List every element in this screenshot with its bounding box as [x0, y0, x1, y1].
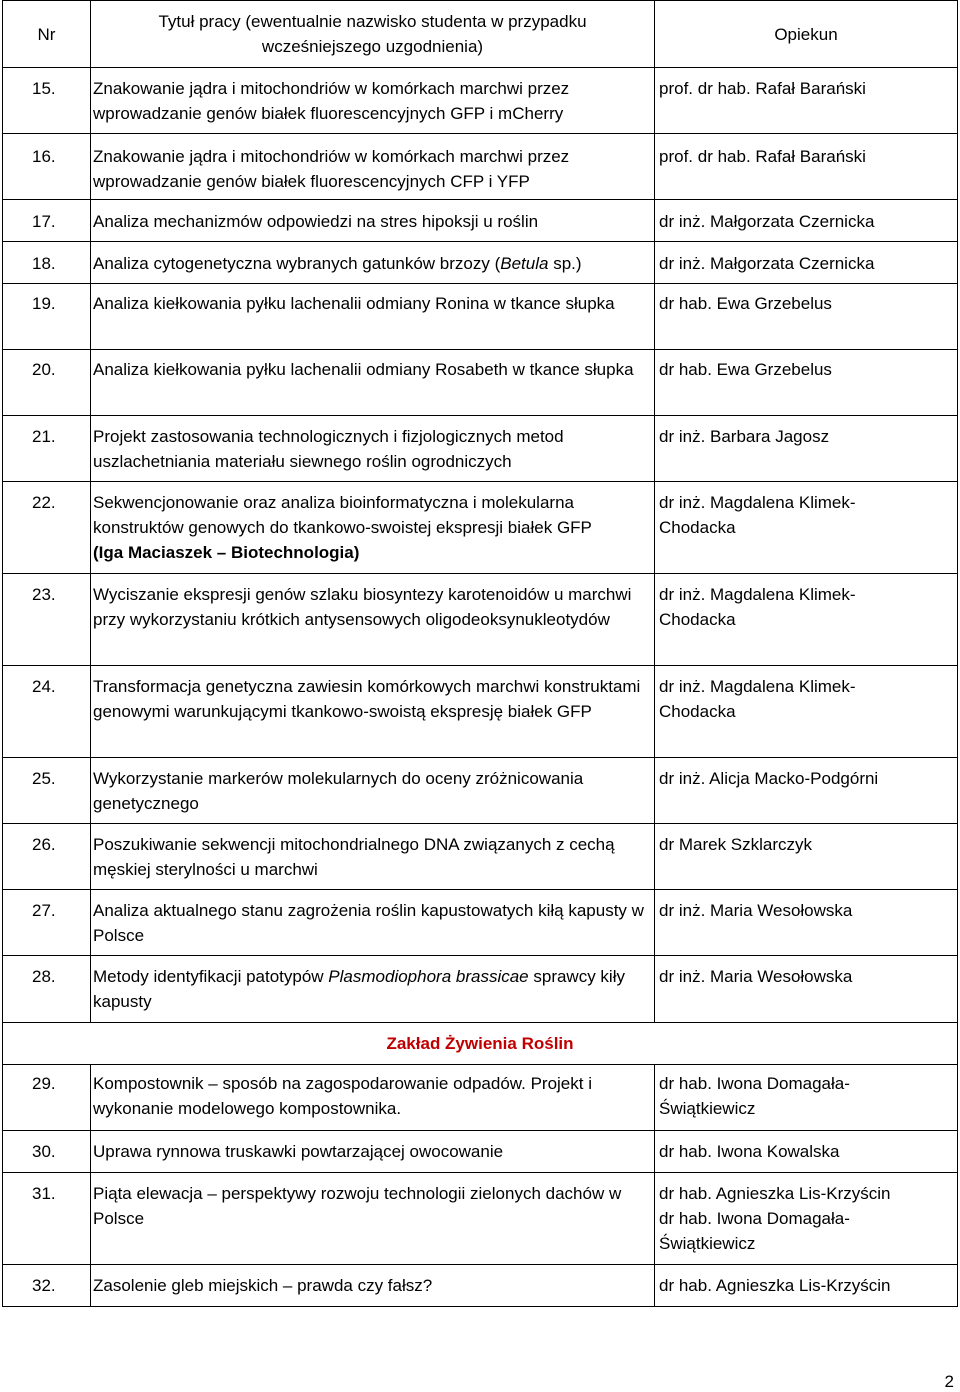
species-name: Betula [500, 254, 549, 273]
row-title: Znakowanie jądra i mitochondriów w komórkach marchwi przez wprowadzanie genów białek fluorescencyjnych CFP i YFP [93, 147, 570, 191]
table-row [3, 956, 958, 1023]
table-row [3, 134, 958, 200]
row-supervisor: dr inż. Alicja Macko-Podgórni [659, 769, 879, 788]
row-nr: 22. [32, 493, 56, 512]
row-nr: 20. [32, 360, 56, 379]
row-supervisor: dr hab. Iwona Domagała- Świątkiewicz [659, 1074, 850, 1118]
row-supervisor: dr hab. Ewa Grzebelus [659, 294, 832, 313]
row-supervisor: dr inż. Małgorzata Czernicka [659, 212, 875, 231]
table-row [3, 824, 958, 890]
row-supervisor: dr inż. Barbara Jagosz [659, 427, 830, 446]
section-title: Zakład Żywienia Roślin [386, 1034, 574, 1053]
table-row [3, 1065, 958, 1131]
row-supervisor: dr inż. Małgorzata Czernicka [659, 254, 875, 273]
row-title: Projekt zastosowania technologicznych i fizjologicznych metod uszlachetniania materiału siewnego roślin ogrodniczych [93, 427, 564, 471]
row-title: Metody identyfikacji patotypów Plasmodiophora brassicae sprawcy kiły kapusty [93, 967, 625, 1011]
row-nr: 25. [32, 769, 56, 788]
table-row [3, 666, 958, 758]
row-nr: 18. [32, 254, 56, 273]
row-nr: 15. [32, 79, 56, 98]
row-nr: 19. [32, 294, 56, 313]
row-nr: 21. [32, 427, 56, 446]
row-supervisor: prof. dr hab. Rafał Barański [659, 79, 866, 98]
header-nr: Nr [3, 1, 91, 68]
thesis-topics-table [2, 0, 958, 1307]
row-nr: 27. [32, 901, 56, 920]
row-title: Kompostownik – sposób na zagospodarowanie odpadów. Projekt i wykonanie modelowego kompostownika. [93, 1074, 592, 1118]
row-nr: 28. [32, 967, 56, 986]
table-row [3, 200, 958, 242]
species-name: Plasmodiophora brassicae [328, 967, 529, 986]
row-title: Transformacja genetyczna zawiesin komórkowych marchwi konstruktami genowymi warunkującymi tkankowo-swoistą ekspresję białek GFP [93, 677, 641, 721]
table-row [3, 350, 958, 416]
header-title-line1: Tytuł pracy (ewentualnie nazwisko studenta w przypadku [158, 12, 587, 31]
row-supervisor: prof. dr hab. Rafał Barański [659, 147, 866, 166]
student-author: (Iga Maciaszek – Biotechnologia) [93, 543, 360, 562]
section-row [3, 1023, 958, 1065]
table-row [3, 416, 958, 482]
row-supervisor: dr inż. Magdalena Klimek- Chodacka [659, 493, 856, 537]
table-row [3, 890, 958, 956]
row-title: Sekwencjonowanie oraz analiza bioinformatyczna i molekularna konstruktów genowych do tkankowo-swoistej ekspresji białek GFP (Iga Maciaszek – Biotechnologia) [91, 482, 654, 570]
row-title: Analiza cytogenetyczna wybranych gatunków brzozy (Betula sp.) [93, 254, 582, 273]
row-nr: 16. [32, 147, 56, 166]
header-supervisor: Opiekun [655, 1, 958, 68]
table-row [3, 68, 958, 134]
table-row [3, 1265, 958, 1307]
row-supervisor: dr Marek Szklarczyk [659, 835, 813, 854]
row-title: Analiza mechanizmów odpowiedzi na stres hipoksji u roślin [93, 212, 539, 231]
row-nr: 23. [32, 585, 56, 604]
row-supervisor: dr hab. Agnieszka Lis-Krzyścin dr hab. Iwona Domagała- Świątkiewicz [659, 1184, 891, 1253]
row-title: Poszukiwanie sekwencji mitochondrialnego DNA związanych z cechą męskiej sterylności u marchwi [93, 835, 615, 879]
table-row [3, 284, 958, 350]
row-supervisor: dr hab. Ewa Grzebelus [659, 360, 832, 379]
row-nr: 17. [32, 212, 56, 231]
row-title: Analiza aktualnego stanu zagrożenia roślin kapustowatych kiłą kapusty w Polsce [93, 901, 644, 945]
row-nr: 31. [32, 1184, 56, 1203]
table-row [3, 242, 958, 284]
table-row [3, 1173, 958, 1265]
row-title: Analiza kiełkowania pyłku lachenalii odmiany Ronina w tkance słupka [93, 294, 615, 313]
row-nr: 24. [32, 677, 56, 696]
row-supervisor: dr inż. Magdalena Klimek- Chodacka [659, 585, 856, 629]
row-title: Piąta elewacja – perspektywy rozwoju technologii zielonych dachów w Polsce [93, 1184, 622, 1228]
header-title-line2: wcześniejszego uzgodnienia) [261, 37, 484, 56]
row-supervisor: dr inż. Magdalena Klimek- Chodacka [659, 677, 856, 721]
table-row [3, 574, 958, 666]
row-nr: 32. [32, 1276, 56, 1295]
table-row [3, 1131, 958, 1173]
row-title: Wykorzystanie markerów molekularnych do oceny zróżnicowania genetycznego [93, 769, 584, 813]
table-row [3, 758, 958, 824]
table-row [3, 482, 958, 574]
row-title: Zasolenie gleb miejskich – prawda czy fałsz? [93, 1276, 433, 1295]
row-supervisor: dr hab. Agnieszka Lis-Krzyścin [659, 1276, 891, 1295]
row-nr: 26. [32, 835, 56, 854]
row-title: Uprawa rynnowa truskawki powtarzającej owocowanie [93, 1142, 504, 1161]
row-title: Wyciszanie ekspresji genów szlaku biosyntezy karotenoidów u marchwi przy wykorzystaniu krótkich antysensowych oligodeoksynukleotydów [93, 585, 632, 629]
row-title: Znakowanie jądra i mitochondriów w komórkach marchwi przez wprowadzanie genów białek fluorescencyjnych GFP i mCherry [93, 79, 570, 123]
row-nr: 30. [32, 1142, 56, 1161]
table-header-row [3, 1, 958, 68]
row-nr: 29. [32, 1074, 56, 1093]
row-supervisor: dr hab. Iwona Kowalska [659, 1142, 840, 1161]
row-title: Analiza kiełkowania pyłku lachenalii odmiany Rosabeth w tkance słupka [93, 360, 634, 379]
row-supervisor: dr inż. Maria Wesołowska [659, 901, 853, 920]
row-supervisor: dr inż. Maria Wesołowska [659, 967, 853, 986]
page-number: 2 [944, 1372, 954, 1391]
header-title [91, 1, 655, 68]
